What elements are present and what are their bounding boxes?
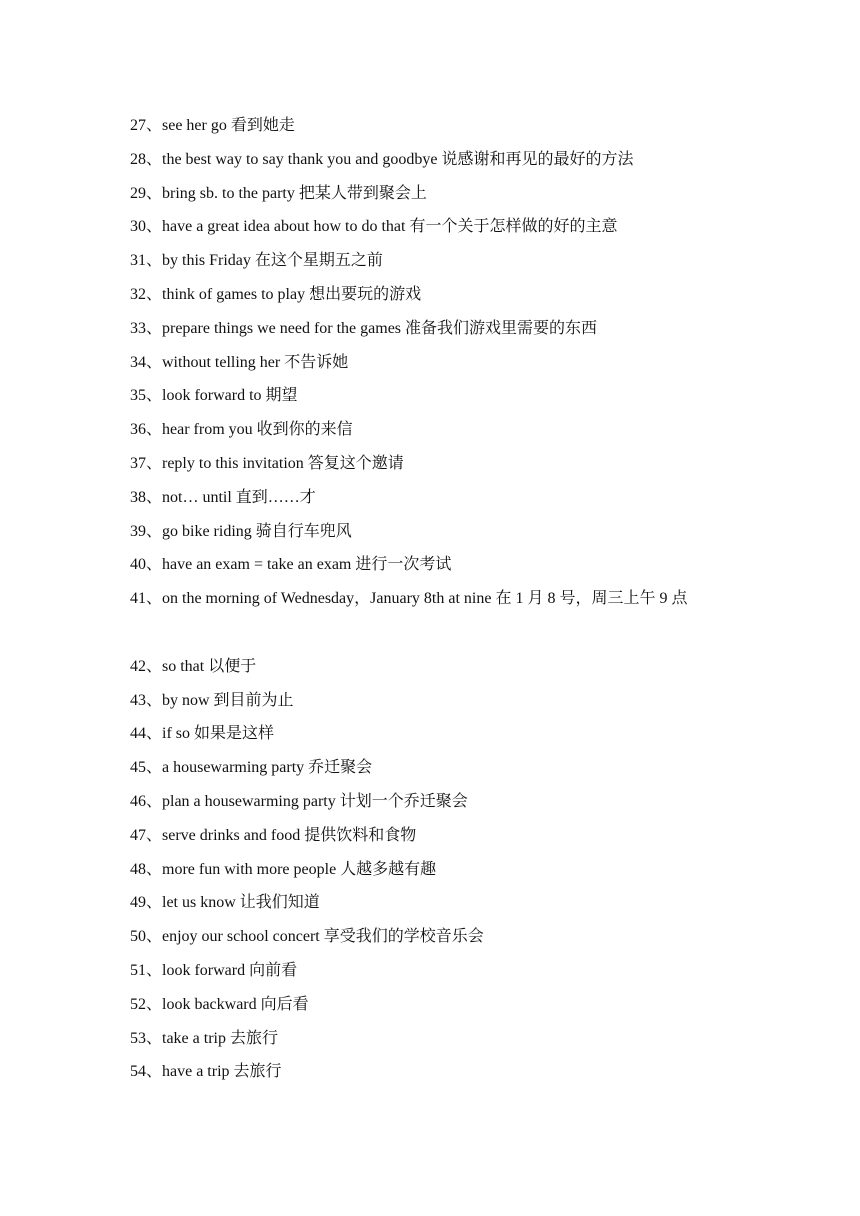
phrase-list: [130, 109, 730, 1089]
list-item: 53、take a trip 去旅行: [130, 1029, 278, 1047]
list-item: 38、not… until 直到……才: [130, 488, 316, 506]
list-item: 52、look backward 向后看: [130, 995, 309, 1013]
list-item: 34、without telling her 不告诉她: [130, 353, 349, 371]
list-item: 40、have an exam = take an exam 进行一次考试: [130, 556, 452, 574]
list-item: 29、bring sb. to the party 把某人带到聚会上: [130, 184, 427, 202]
list-item: 45、a housewarming party 乔迁聚会: [130, 759, 373, 777]
list-item: 42、so that 以便于: [130, 657, 257, 675]
list-item: 27、see her go 看到她走: [130, 117, 295, 134]
list-item: 37、reply to this invitation 答复这个邀请: [130, 454, 404, 472]
list-item: 33、prepare things we need for the games 准备我们游戏里需要的东西: [130, 319, 598, 337]
list-item: 41、on the morning of Wednesday，January 8th at nine 在 1 月 8 号，周三上午 9 点: [130, 590, 688, 608]
list-item: 35、look forward to 期望: [130, 387, 298, 405]
list-item: 49、let us know 让我们知道: [130, 894, 320, 912]
list-item: 51、look forward 向前看: [130, 961, 298, 979]
list-item: 36、hear from you 收到你的来信: [130, 421, 353, 439]
list-item: 46、plan a housewarming party 计划一个乔迁聚会: [130, 792, 468, 810]
list-item: 48、more fun with more people 人越多越有趣: [130, 860, 437, 878]
list-item: 39、go bike riding 骑自行车兜风: [130, 522, 352, 540]
list-item: 31、by this Friday 在这个星期五之前: [130, 252, 383, 270]
list-item: 44、if so 如果是这样: [130, 725, 275, 743]
list-item: 43、by now 到目前为止: [130, 691, 294, 709]
list-item: 54、have a trip 去旅行: [130, 1063, 282, 1081]
list-item: 32、think of games to play 想出要玩的游戏: [130, 285, 422, 303]
list-item: 50、enjoy our school concert 享受我们的学校音乐会: [130, 928, 484, 946]
list-item: 28、the best way to say thank you and goodbye 说感谢和再见的最好的方法: [130, 150, 634, 168]
list-item: 30、have a great idea about how to do that 有一个关于怎样做的好的主意: [130, 218, 618, 236]
list-item: 47、serve drinks and food 提供饮料和食物: [130, 826, 417, 844]
